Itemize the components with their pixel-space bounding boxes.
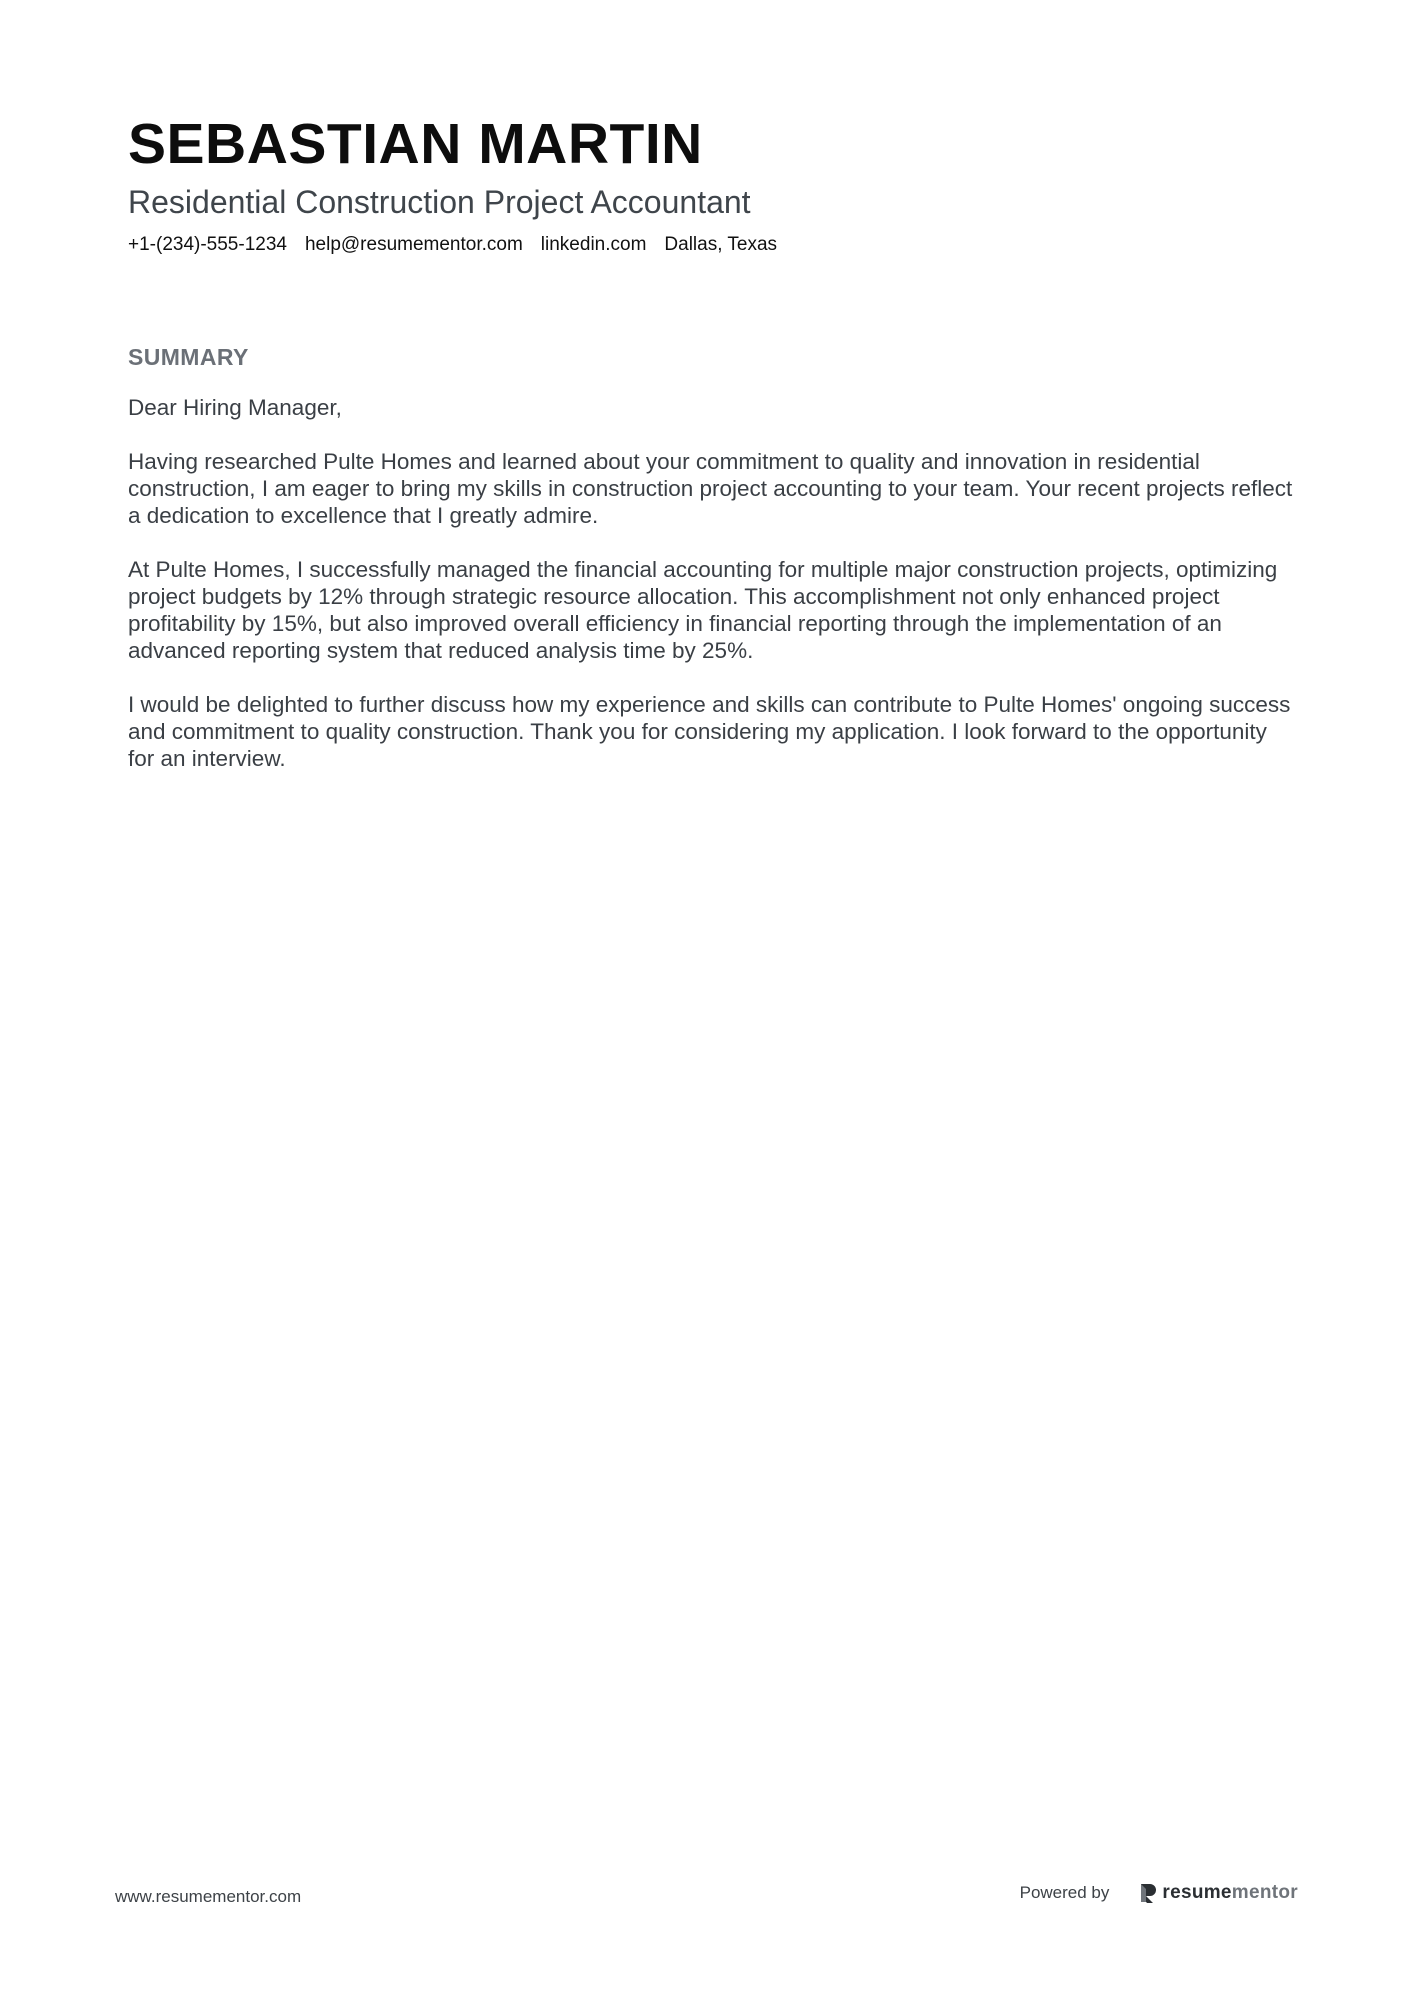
- powered-by-label: Powered by: [1019, 1883, 1110, 1902]
- header: [128, 108, 1288, 258]
- salutation: Dear Hiring Manager,: [128, 395, 342, 420]
- contact-location: Dallas, Texas: [664, 234, 778, 255]
- summary-section: [128, 342, 1298, 799]
- footer-branding: [1020, 1882, 1298, 1904]
- brand-wordmark-bold: resume: [1162, 1882, 1232, 1903]
- contact-phone: +1-(234)-555-1234: [128, 234, 287, 255]
- body-paragraph-intro: Having researched Pulte Homes and learned about your commitment to quality and innovation in residential construction, I am eager to bring my skills in construction project accounting to your team. Your recent projects reflect a dedication to excellence that I greatly admire.: [128, 449, 1293, 528]
- contact-linkedin[interactable]: linkedin.com: [540, 234, 647, 255]
- contact-row: [128, 232, 1288, 258]
- brand-wordmark-light: mentor: [1231, 1882, 1298, 1903]
- resumementor-logo-icon: [1139, 1882, 1157, 1904]
- body-paragraph-achievements: At Pulte Homes, I successfully managed the financial accounting for multiple major construction projects, optimizing project budgets by 12% through strategic resource allocation. This accomplishment not only enhanced project profitability by 15%, but also improved overall efficiency in financial reporting through the implementation of an advanced reporting system that reduced analysis time by 25%.: [128, 557, 1278, 663]
- body-paragraph-closing: I would be delighted to further discuss how my experience and skills can contribute to Pulte Homes' ongoing success and commitment to quality construction. Thank you for considering my application. I look forward to the opportunity for an interview.: [128, 692, 1291, 771]
- contact-email[interactable]: help@resumementor.com: [304, 234, 523, 255]
- resumementor-logo[interactable]: [1139, 1882, 1298, 1904]
- candidate-name: SEBASTIAN MARTIN: [128, 112, 703, 176]
- footer-website[interactable]: www.resumementor.com: [115, 1887, 302, 1906]
- brand-wordmark: [1162, 1882, 1298, 1904]
- job-title: Residential Construction Project Accountant: [128, 184, 751, 220]
- section-heading-summary: SUMMARY: [128, 344, 249, 370]
